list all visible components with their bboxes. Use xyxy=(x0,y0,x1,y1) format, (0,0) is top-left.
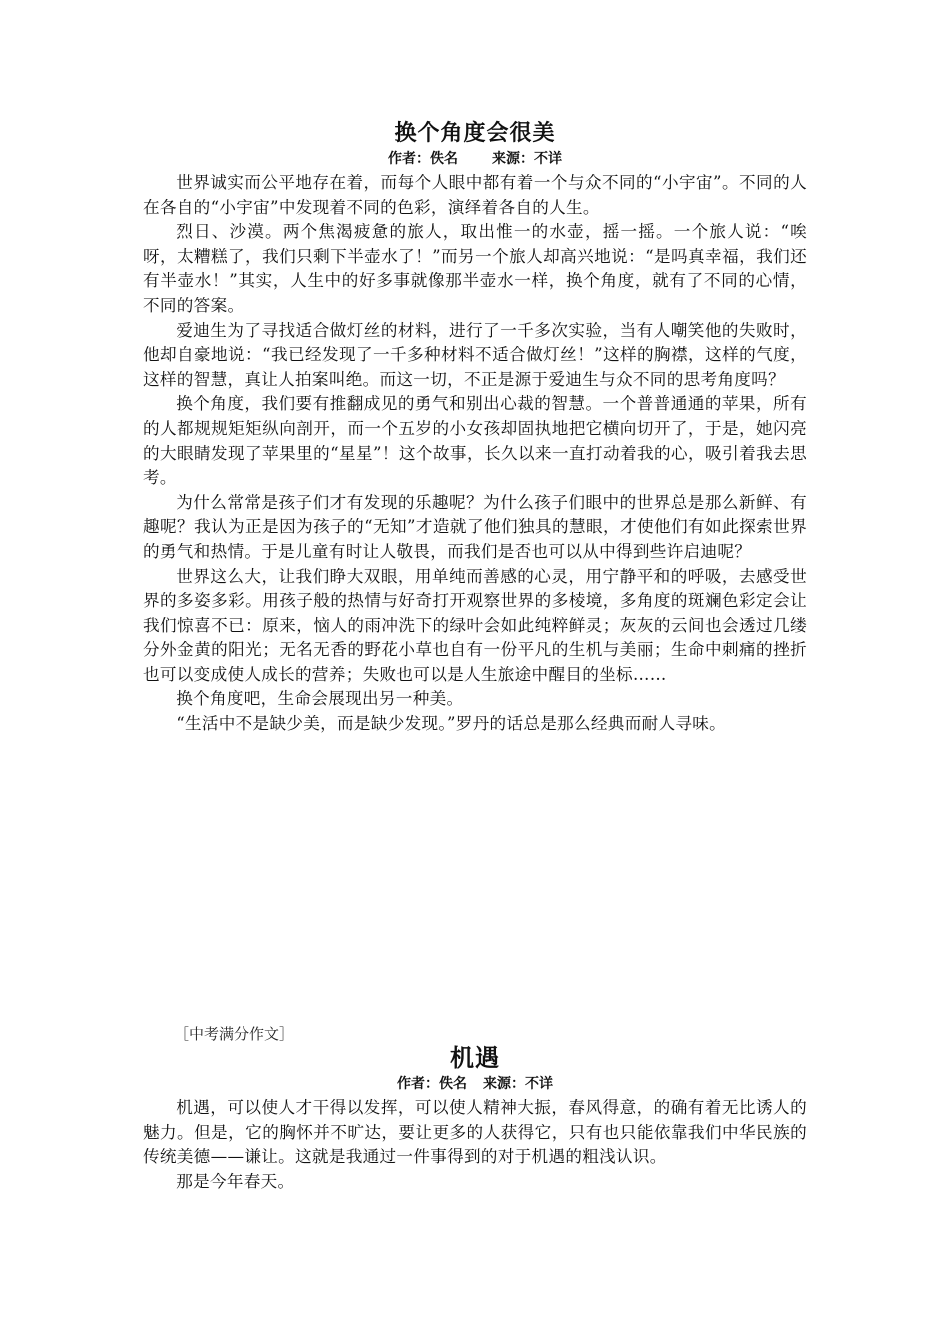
article-byline xyxy=(143,1074,807,1094)
author-label: 作者：佚名 xyxy=(388,151,458,167)
paragraph: 世界这么大，让我们睁大双眼，用单纯而善感的心灵，用宁静平和的呼吸，去感受世界的多姿多彩。用孩子般的热情与好奇打开观察世界的多棱境，多角度的斑斓色彩定会让我们惊喜不已：原来，恼人的雨冲洗下的绿叶会如此纯粹鲜灵；灰灰的云间也会透过几缕分外金黄的阳光；无名无香的野花小草也自有一份平凡的生机与美丽；生命中刺痛的挫折也可以变成使人成长的营养；失败也可以是人生旅途中醒目的坐标…… xyxy=(143,566,807,684)
paragraph: 烈日、沙漠。两个焦渴疲惫的旅人，取出惟一的水壶，摇一摇。一个旅人说：“唉呀，太糟糕了，我们只剩下半壶水了！”而另一个旅人却高兴地说：“是吗真幸福，我们还有半壶水！”其实，人生中的好多事就像那半壶水一样，换个角度，就有了不同的心情，不同的答案。 xyxy=(143,222,807,315)
source-label: 来源：不详 xyxy=(492,151,562,167)
article-title: 换个角度会很美 xyxy=(394,121,556,146)
paragraph: “生活中不是缺少美，而是缺少发现。”罗丹的话总是那么经典而耐人寻味。 xyxy=(176,714,727,734)
source-label: 来源：不详 xyxy=(483,1076,553,1092)
paragraph: 世界诚实而公平地存在着，而每个人眼中都有着一个与众不同的“小宇宙”。不同的人在各自的“小宇宙”中发现着不同的色彩，演绎着各自的人生。 xyxy=(143,173,807,217)
article-title: 机遇 xyxy=(450,1044,500,1072)
paragraph: 换个角度吧，生命会展现出另一种美。 xyxy=(176,689,464,709)
section-tag: ［中考满分作文］ xyxy=(174,1025,295,1043)
author-label: 作者：佚名 xyxy=(397,1076,467,1092)
paragraph: 那是今年春天。 xyxy=(176,1171,295,1191)
article-ji-yu xyxy=(143,1042,807,1194)
paragraph: 为什么常常是孩子们才有发现的乐趣呢？为什么孩子们眼中的世界总是那么新鲜、有趣呢？我认为正是因为孩子的“无知”才造就了他们独具的慧眼，才使他们有如此探索世界的勇气和热情。于是儿童有时让人敬畏，而我们是否也可以从中得到些许启迪呢？ xyxy=(143,492,807,561)
article-huan-ge-jiao-du xyxy=(143,119,807,737)
paragraph: 换个角度，我们要有推翻成见的勇气和别出心裁的智慧。一个普普通通的苹果，所有的人都规规矩矩纵向剖开，而一个五岁的小女孩却固执地把它横向切开了，于是，她闪亮的大眼睛发现了苹果里的“星星”！这个故事，长久以来一直打动着我的心，吸引着我去思考。 xyxy=(143,394,807,488)
paragraph: 爱迪生为了寻找适合做灯丝的材料，进行了一千多次实验，当有人嘲笑他的失败时，他却自豪地说：“我已经发现了一千多种材料不适合做灯丝！”这样的胸襟，这样的气度，这样的智慧，真让人拍案叫绝。而这一切，不正是源于爱迪生与众不同的思考角度吗？ xyxy=(143,320,807,389)
paragraph: 机遇，可以使人才干得以发挥，可以使人精神大振，春风得意，的确有着无比诱人的魅力。但是，它的胸怀并不旷达，要让更多的人获得它，只有也只能依靠我们中华民族的传统美德——谦让。这就是我通过一件事得到的对于机遇的粗浅认识。 xyxy=(143,1098,807,1167)
article-byline xyxy=(143,149,807,169)
